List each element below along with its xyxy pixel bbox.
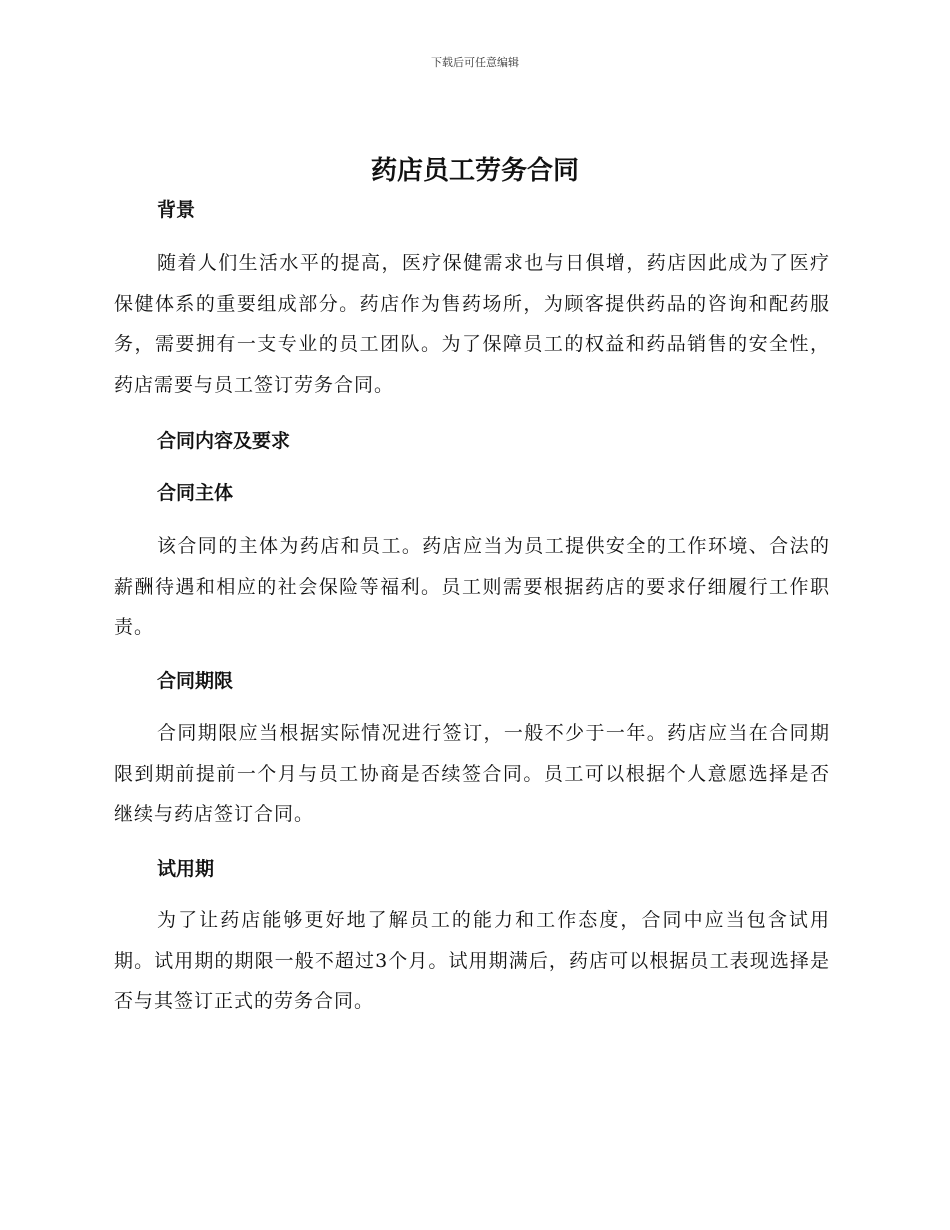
document-title: 药店员工劳务合同	[370, 156, 579, 186]
section-paragraph-contract-term: 合同期限应当根据实际情况进行签订，一般不少于一年。药店应当在合同期限到期前提前一个月与员工协商是否续签合同。员工可以根据个人意愿选择是否继续与药店签订合同。	[114, 722, 830, 825]
header-note: 下载后可任意编辑	[431, 56, 519, 69]
section-heading-contract-content: 合同内容及要求	[157, 430, 291, 452]
section-heading-contract-parties: 合同主体	[157, 482, 234, 504]
section-paragraph-background: 随着人们生活水平的提高，医疗保健需求也与日俱增，药店因此成为了医疗保健体系的重要组成部分。药店作为售药场所，为顾客提供药品的咨询和配药服务，需要拥有一支专业的员工团队。为了保障员工的权益和药品销售的安全性，药店需要与员工签订劳务合同。	[114, 252, 830, 396]
section-heading-contract-term: 合同期限	[157, 670, 234, 692]
section-paragraph-probation: 为了让药店能够更好地了解员工的能力和工作态度，合同中应当包含试用期。试用期的期限一般不超过3个月。试用期满后，药店可以根据员工表现选择是否与其签订正式的劳务合同。	[114, 909, 830, 1012]
section-heading-probation: 试用期	[157, 858, 215, 880]
section-heading-background: 背景	[157, 199, 196, 221]
section-paragraph-contract-parties: 该合同的主体为药店和员工。药店应当为员工提供安全的工作环境、合法的薪酬待遇和相应的社会保险等福利。员工则需要根据药店的要求仔细履行工作职责。	[114, 535, 830, 638]
